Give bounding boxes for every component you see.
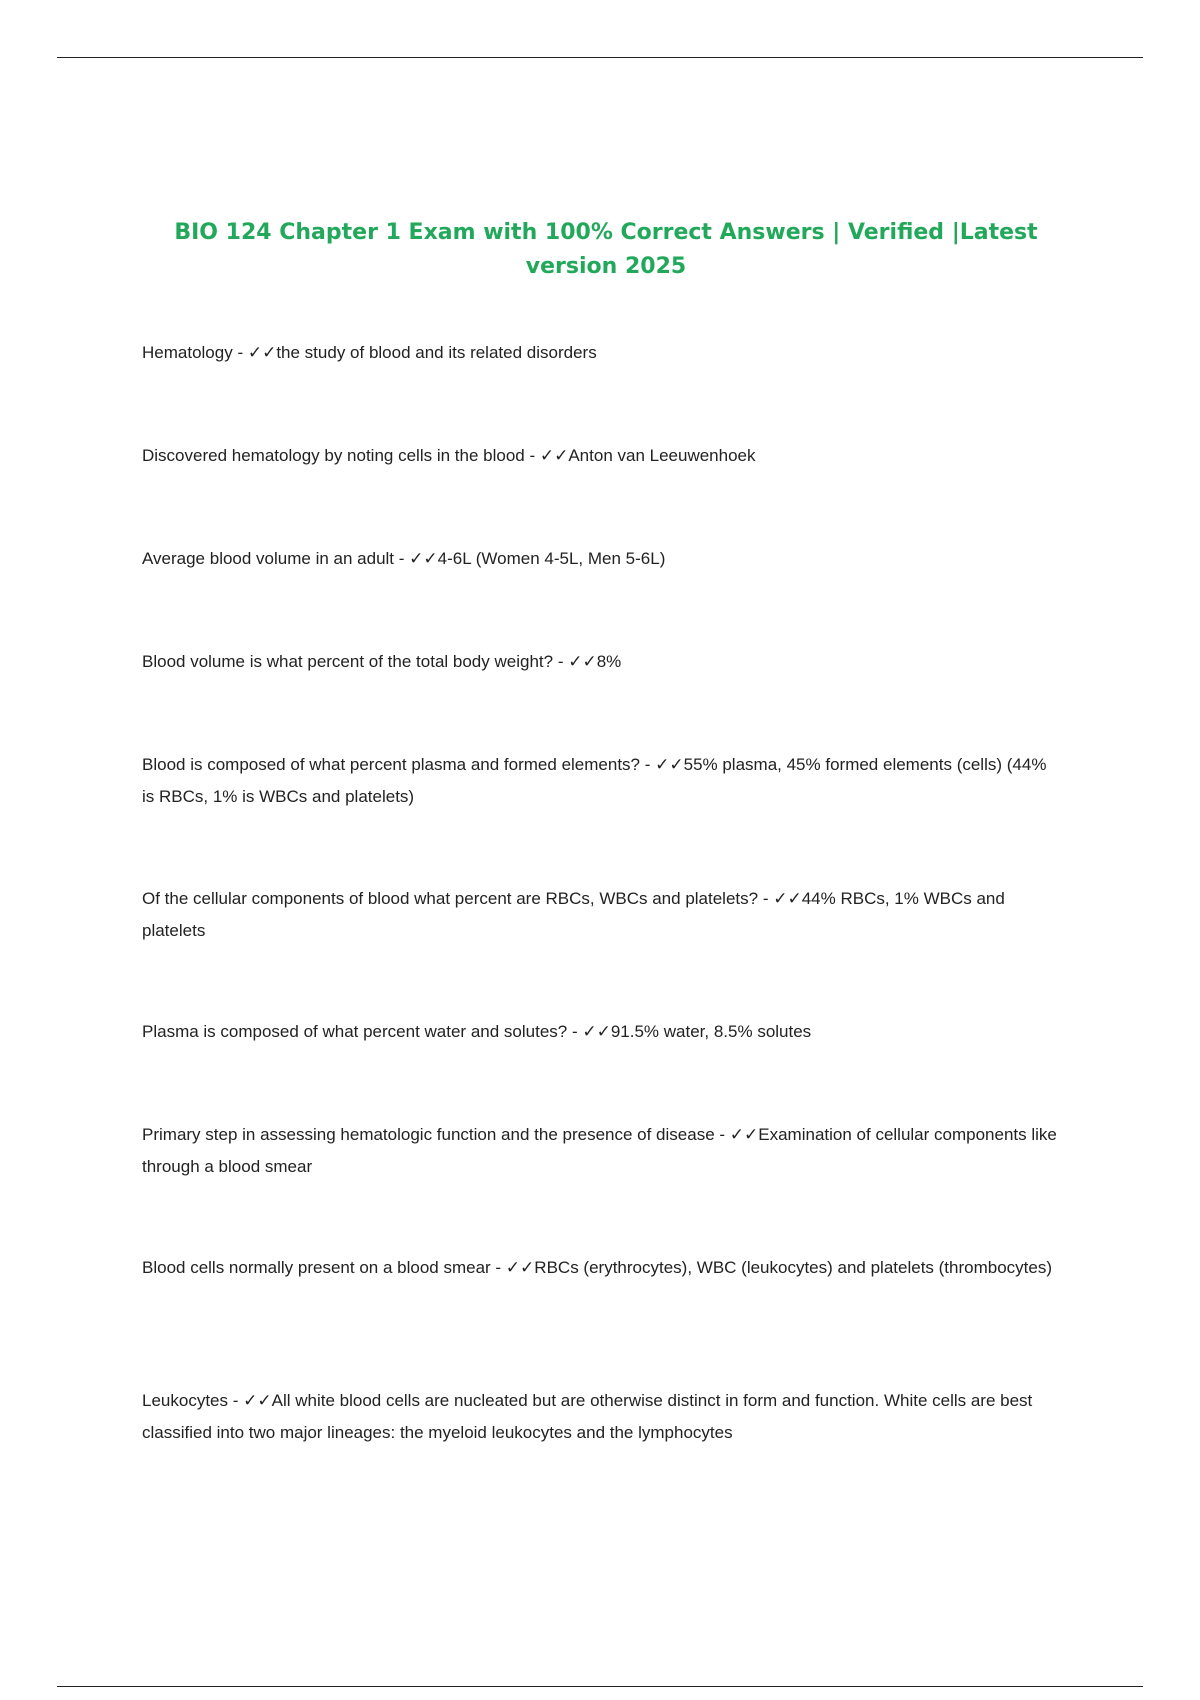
double-check-icon: ✓✓ [247, 343, 277, 362]
double-check-icon: ✓✓ [568, 652, 597, 671]
question-text: Blood cells normally present on a blood smear [142, 1258, 491, 1277]
double-check-icon: ✓✓ [582, 1022, 611, 1041]
answer-text: 55% plasma, 45% formed elements (cells) (44% is RBCs, 1% is WBCs and platelets) [142, 755, 1047, 806]
double-check-icon: ✓✓ [729, 1125, 759, 1144]
question-text: Primary step in assessing hematologic function and the presence of disease [142, 1125, 715, 1144]
answer-text: 4-6L (Women 4-5L, Men 5-6L) [437, 549, 666, 568]
separator: - [553, 652, 569, 671]
answer-text: All white blood cells are nucleated but are otherwise distinct in form and function. White cells are best classified into two major lineages: the myeloid leukocytes and the lymphocytes [142, 1391, 1033, 1442]
top-rule [57, 57, 1143, 58]
answer-text: RBCs (erythrocytes), WBC (leukocytes) and platelets (thrombocytes) [534, 1258, 1053, 1277]
separator: - [567, 1022, 583, 1041]
qa-item-blood-volume-adult [142, 543, 1057, 575]
question-text: Blood volume is what percent of the total body weight? [142, 652, 554, 671]
separator: - [758, 889, 774, 908]
double-check-icon: ✓✓ [409, 549, 438, 568]
bottom-rule [57, 1686, 1143, 1687]
separator: - [232, 343, 248, 362]
qa-item-blood-smear-cells [142, 1252, 1057, 1284]
separator: - [490, 1258, 506, 1277]
question-text: Of the cellular components of blood what percent are RBCs, WBCs and platelets? [142, 889, 759, 908]
qa-item-primary-step [142, 1119, 1057, 1183]
answer-text: Anton van Leeuwenhoek [568, 446, 756, 465]
double-check-icon: ✓✓ [539, 446, 569, 465]
question-text: Hematology [142, 343, 233, 362]
double-check-icon: ✓✓ [655, 755, 684, 774]
question-text: Blood is composed of what percent plasma and formed elements? [142, 755, 640, 774]
double-check-icon: ✓✓ [505, 1258, 535, 1277]
qa-item-leukocytes [142, 1385, 1057, 1449]
separator: - [394, 549, 410, 568]
answer-text: the study of blood and its related disorders [276, 343, 597, 362]
qa-item-plasma-composition [142, 1016, 1057, 1048]
answer-text: 44% RBCs, 1% WBCs and platelets [142, 889, 1005, 940]
separator: - [640, 755, 656, 774]
double-check-icon: ✓✓ [243, 1391, 272, 1410]
answer-text: Examination of cellular components like through a blood smear [142, 1125, 1057, 1176]
separator: - [228, 1391, 244, 1410]
question-text: Plasma is composed of what percent water and solutes? [142, 1022, 568, 1041]
qa-item-blood-composition [142, 749, 1057, 813]
question-text: Average blood volume in an adult [142, 549, 395, 568]
answer-text: 91.5% water, 8.5% solutes [610, 1022, 812, 1041]
question-text: Discovered hematology by noting cells in the blood [142, 446, 525, 465]
qa-item-blood-volume-percent [142, 646, 1057, 678]
double-check-icon: ✓✓ [773, 889, 802, 908]
qa-item-cellular-components [142, 883, 1057, 947]
document-title: BIO 124 Chapter 1 Exam with 100% Correct Answers | Verified |Latest version 2025 [174, 220, 1038, 279]
question-text: Leukocytes [142, 1391, 228, 1410]
separator: - [524, 446, 540, 465]
answer-text: 8% [596, 652, 622, 671]
qa-item-discovered-hematology [142, 440, 1057, 472]
qa-item-hematology [142, 337, 1057, 369]
separator: - [714, 1125, 730, 1144]
